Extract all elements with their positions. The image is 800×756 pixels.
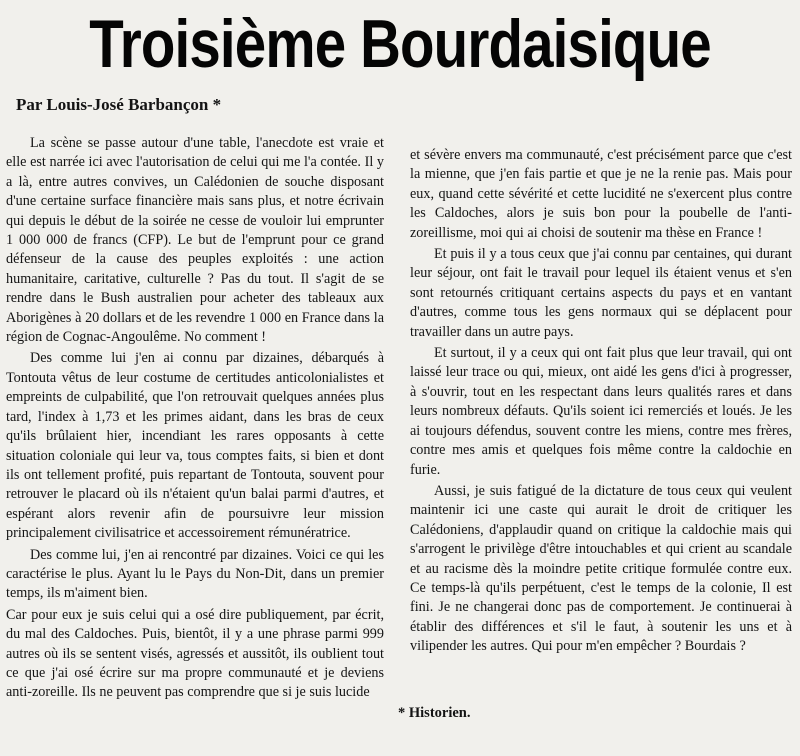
paragraph: Car pour eux je suis celui qui a osé dire publiquement, par écrit, du mal des Caldoches. Puis, bientôt, il y a une phrase parmi 999 autres où ils se sentent visés, agressés et aussitôt, ils oublient tout ce que j'ai osé écrire sur ma propre communauté et je deviens anti-zoreille. Ils ne peuvent pas comprendre que si je suis lucide <box>6 606 384 701</box>
article-title: Troisième Bourdaisique <box>89 6 711 82</box>
paragraph: Aussi, je suis fatigué de la dictature de tous ceux qui veulent maintenir ici une caste qui aurait le droit de critiquer les Calédoniens, d'applaudir quand on critique la caldochie mais qui s'arrogent le privilège d'être intouchables et qui crient au scandale et au racisme dès la moindre petite critique formulée contre eux. Ce temps-là qu'ils perpétuent, c'est le temps de la colonie, Il est fini. Je ne changerai donc pas de comportement. Je continuerai à établir des différences et s'il le faut, à soutenir les uns et à vilipender les autres. Qui pour m'en empêcher ? Bourdais ? <box>410 482 792 655</box>
paragraph: Des comme lui j'en ai connu par dizaines, débarqués à Tontouta vêtus de leur costume de certitudes anticolonialistes et empreints de culpabilité, que l'on retrouvait quelques années plus tard, l'index à 1,73 et les primes aidant, dans les bras de ceux qu'ils brûlaient hier, incendiant les rares opposants à cette situation coloniale qui leur va, tous comptes faits, si bien et dont ils ont tellement profité, puis repartant de Tontouta, souvent pour retrouver le placard où ils n'étaient qu'un balai parmi d'autres, et espérant alors revenir afin de poursuivre leur mission principalement civilisatrice et accessoirement rémunératrice. <box>6 350 384 542</box>
paragraph: La scène se passe autour d'une table, l'anecdote est vraie et elle est narrée ici avec l'autorisation de celui qui me l'a contée. Il y a là, entre autres convives, un Calédonien de souche disposant d'une certaine surface financière mais sans plus, et notre écrivain qui depuis le début de la soirée ne cesse de vouloir lui emprunter 1 000 000 de francs (CFP). Le but de l'emprunt pour ce grand défenseur de la cause des peuples exploités : une action humanitaire, caritative, culturelle ? Pas du tout. Il s'agit de se rendre dans le Bush australien pour acheter des tableaux aux Aborigènes à 20 dollars et de les revendre 1 000 en France dans la région de Cognac-Angoulême. No comment ! <box>6 135 384 346</box>
paragraph: Et surtout, il y a ceux qui ont fait plus que leur travail, qui ont laissé leur trace ou qui, mieux, ont aidé les gens d'ici à progresser, à s'ouvrir, tout en les respectant dans leurs qualités rares et dans leurs nombreux défauts. Qu'ils soient ici remerciés et loués. Je les ai toujours défendus, souvent contre les miens, contre mes frères, contre mes amis et quelques fois même contre la caldochie en furie. <box>410 345 792 478</box>
paragraph: et sévère envers ma communauté, c'est précisément parce que c'est la mienne, que j'en fais partie et que je ne la renie pas. Mais pour eux, quand cette sévérité et cette lucidité ne s'exercent plus contre les Caldoches, alors je suis bon pour la poubelle de l'anti-zoreillisme, moi qui ai choisi de soutenir ma thèse en France ! <box>410 147 792 241</box>
paragraph: Des comme lui, j'en ai rencontré par dizaines. Voici ce qui les caractérise le plus. Ayant lu le Pays du Non-Dit, dans un premier temps, ils m'aiment bien. <box>6 546 384 602</box>
left-column <box>6 134 384 705</box>
author-note: * Historien. <box>398 705 471 721</box>
paragraph: Et puis il y a tous ceux que j'ai connu par centaines, qui durant leur séjour, ont fait le travail pour lequel ils étaient venus et s'en sont retournés critiquant certains aspects du pays et en vantant d'autres, comme tous les gens normaux qui se déplacent pour travailler dans un autre pays. <box>410 246 792 340</box>
right-column <box>410 146 792 659</box>
byline: Par Louis-José Barbançon * <box>16 95 222 114</box>
